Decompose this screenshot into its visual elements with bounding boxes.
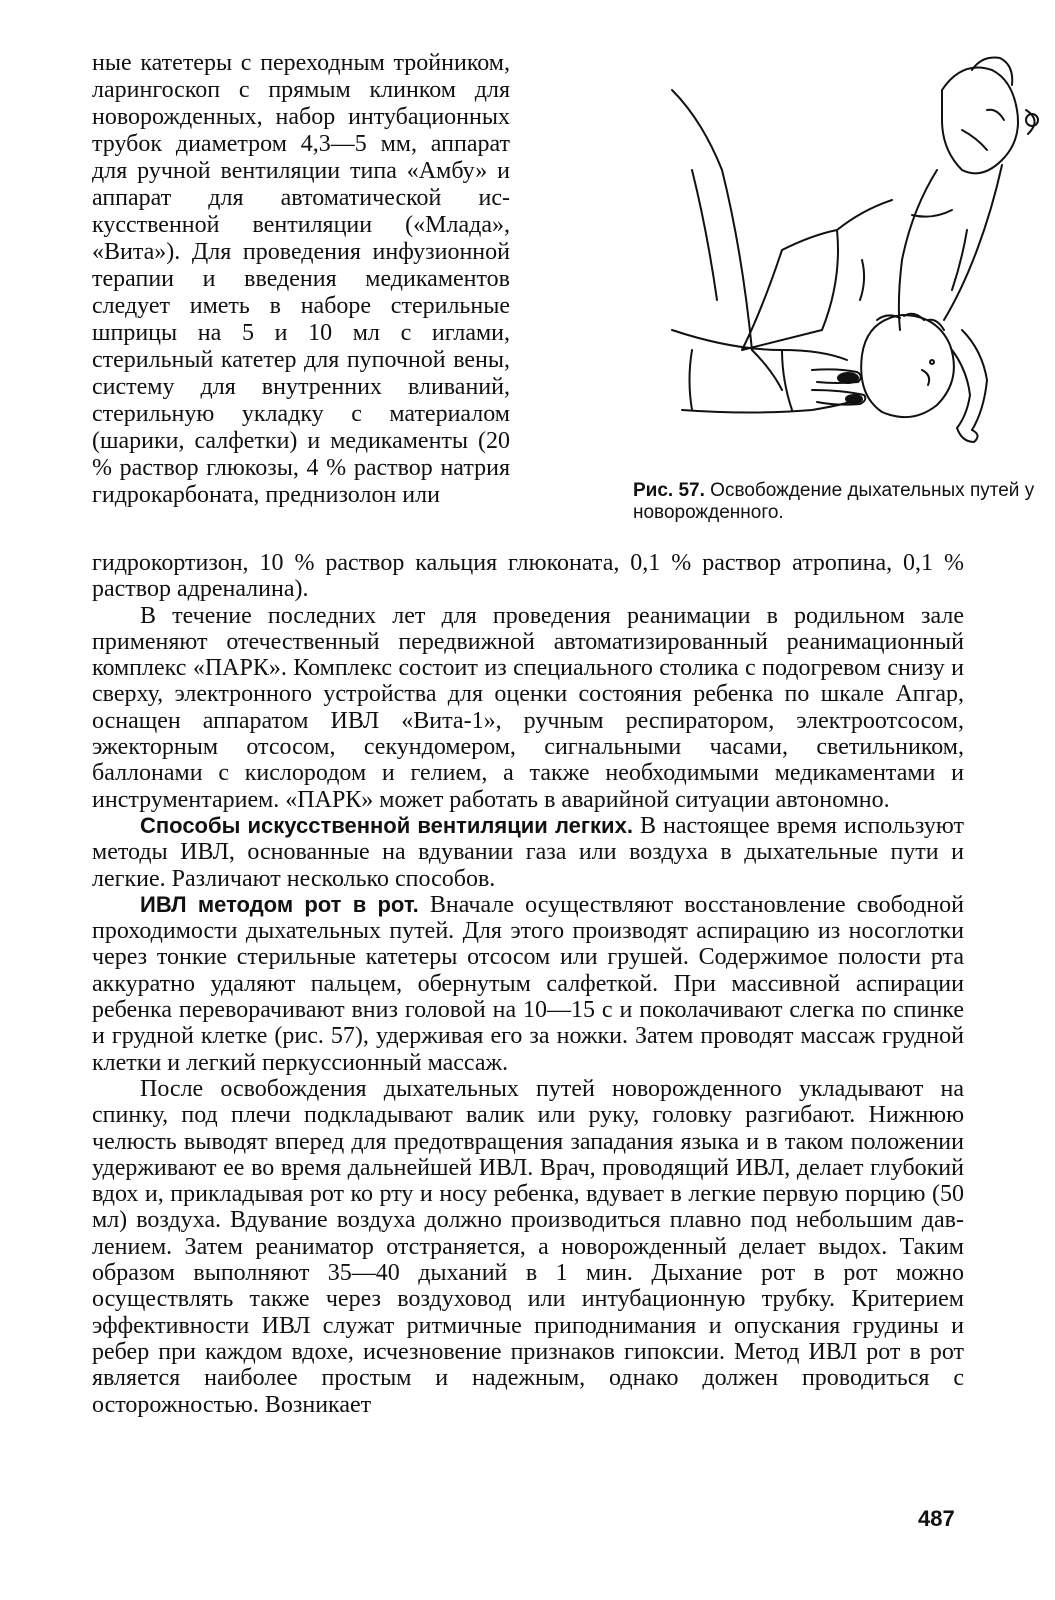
figure-caption [633,480,1053,524]
top-block [92,50,1035,523]
top-column-text: ные катетеры с переходным тройником, ларингоскоп с прямым клинком для новорожденных, набор интубационных трубок диаметром 4,3—5 мм, аппарат для ручной вентиляции типа «Амбу» и аппарат для автоматической искусственной вентиляции («Млада», «Вита»). Для проведения инфузионной терапии и введения медикаментов следует иметь в наборе стерильные шприцы на 5 и 10 мл с иглами, стерильный катетер для пупочной вены, систему для внутренних вливаний, стерильную укладку с материалом (шарики, салфетки) и медикаменты (20 % раствор глюкозы, 4 % раствор натрия гидрокарбоната, преднизолон или [92,50,510,508]
page-number: 487 [918,1506,955,1531]
paragraph-ventilation-methods [92,813,964,892]
paragraph-park: В течение последних лет для проведения реанимации в родильном зале применяют отечественный передвижной автоматизированный реанимационный комплекс «ПАРК». Комплекс состоит из специального столика с подогревом снизу и сверху, электронного устройства для оценки состояния ребенка по шкале Апгар, оснащен аппаратом ИВЛ «Вита-1», ручным респиратором, электроотсосом, эжекторным отсосом, секундомером, сигнальными часами, светильником, баллонами с кислородом и гелием, а также необходимыми медикаментами и инструментарием. «ПАРК» может работать в аварийной ситуации автономно. [92,602,964,813]
paragraph-text: В настоящее время используют методы ИВЛ, основанные на вдувании газа или воздуха в дыхательные пути и легкие. Различают несколько способов. [92,812,964,892]
paragraph-after-airway: После освобождения дыхательных путей новорожденного укладывают на спинку, под плечи подкладывают валик или руку, головку разгибают. Нижнюю челюсть выводят вперед для предотвращения западания языка и в таком положении удерживают ее во время дальнейшей ИВЛ. Врач, проводящий ИВЛ, делает глубокий вдох и, прикладывая рот ко рту и носу ребенка, вдувает в легкие первую порцию (50 мл) воздуха. Вдувание воздуха должно производиться плавно под небольшим давлением. Затем реаниматор отстраняется, а новорожденный делает выдох. Таким образом выполняют 35—40 дыханий в 1 мин. Дыхание рот в рот можно осуществлять также через воздуховод или интубационную трубку. Критерием эффективности ИВЛ служат ритмичные приподнимания и опускания грудины и ребер при каждом вдохе, исчезновение признаков гипоксии. Метод ИВЛ рот в рот является наиболее простым и надежным, однако должен проводиться с осторожностью. Возникает [92,1075,964,1418]
caption-text: Освобождение дыхательных путей у новорожденного. [633,480,1035,523]
paragraph-text: Вначале осуществляют восстановление свободной проходимости дыхательных путей. Для этого производят аспирацию из носоглотки через тонкие стерильные катетеры отсосом или грушей. Содержимое полости рта аккуратно удаляют пальцем, обернутым салфеткой. При массивной аспирации ребенка переворачивают вниз головой на 10—15 с и поколачивают слегка по спинке и грудной клетке (рис. 57), удерживая его за ножки. Затем проводят массаж грудной клетки и легкий перкуссионный массаж. [92,891,964,1076]
newborn-illustration [632,50,1052,490]
figure-57 [632,50,1055,550]
section-heading-ventilation: Способы искусственной вентиляции легких. [140,812,633,838]
caption-label: Рис. 57. [633,480,705,501]
section-heading-mouth-to-mouth: ИВЛ методом рот в рот. [140,891,419,917]
main-text [92,550,964,1418]
paragraph-mouth-to-mouth [92,892,964,1076]
continuation-line: гидрокортизон, 10 % раствор кальция глюконата, 0,1 % раствор атропина, 0,1 % раствор адреналина). [92,550,964,603]
